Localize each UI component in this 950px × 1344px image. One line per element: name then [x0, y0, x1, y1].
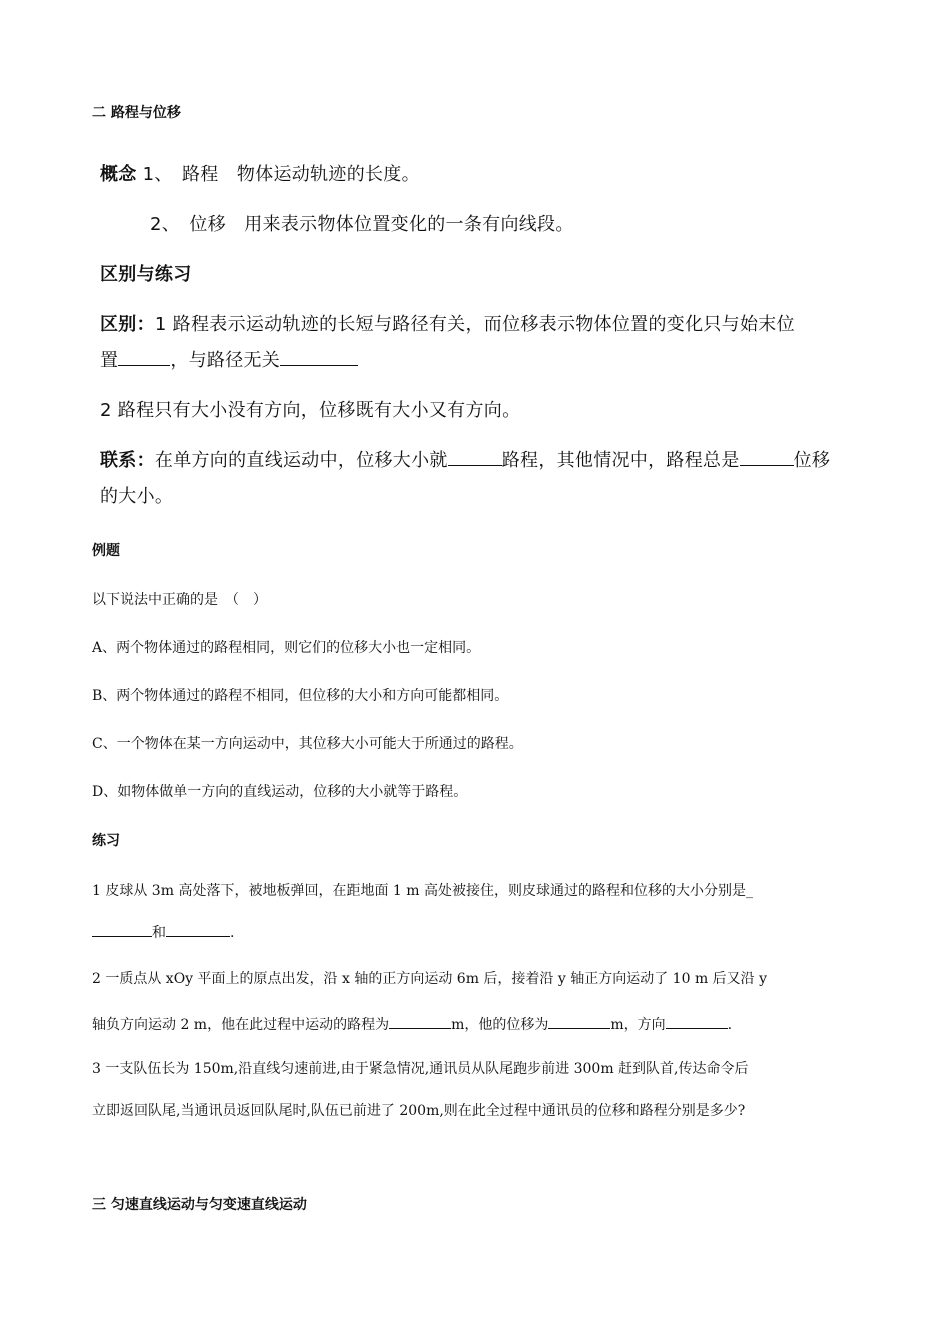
q1-end: . — [230, 925, 235, 941]
section-title: 二 路程与位移 — [92, 105, 181, 121]
blank[interactable] — [118, 349, 170, 366]
link-text-c: 位移 — [793, 450, 831, 471]
diff-text-2b: ，与路径无关 — [170, 350, 281, 371]
q2-end: . — [727, 1017, 733, 1033]
blank[interactable] — [740, 449, 794, 466]
practice-q2-line1: 2 一质点从 xOy 平面上的原点出发，沿 x 轴的正方向运动 6m 后，接着沿 y 轴正方向运动了 10 m 后又沿 y — [92, 971, 768, 987]
link-label: 联系： — [100, 450, 155, 471]
concept-1: 1、 路程 物体运动轨迹的长度。 — [142, 164, 420, 185]
blank[interactable] — [389, 1012, 451, 1029]
concept-2: 2、 位移 用来表示物体位置变化的一条有向线段。 — [150, 214, 574, 235]
q2-text-a: 轴负方向运动 2 m，他在此过程中运动的路程为 — [92, 1017, 390, 1033]
practice-q2-line2 — [92, 1012, 732, 1034]
blank[interactable] — [166, 920, 230, 937]
concept-label: 概念 — [100, 164, 137, 185]
diff-line-1 — [100, 310, 795, 336]
diff-line-2 — [100, 346, 358, 372]
option-c: C、一个物体在某一方向运动中，其位移大小可能大于所通过的路程。 — [92, 736, 523, 752]
diff-title: 区别与练习 — [100, 264, 192, 285]
diff-text-1: 1 路程表示运动轨迹的长短与路径有关，而位移表示物体位置的变化只与始末位 — [154, 314, 795, 335]
option-a: A、两个物体通过的路程相同，则它们的位移大小也一定相同。 — [92, 640, 481, 656]
practice-q3-line2: 立即返回队尾,当通讯员返回队尾时,队伍已前进了 200m,则在此全过程中通讯员的位移和路程分别是多少? — [92, 1103, 746, 1119]
practice-title: 练习 — [92, 833, 120, 849]
link-text-2: 的大小。 — [100, 486, 174, 507]
blank[interactable] — [92, 920, 152, 937]
example-question: 以下说法中正确的是 （ ） — [92, 592, 267, 608]
option-d: D、如物体做单一方向的直线运动，位移的大小就等于路程。 — [92, 784, 468, 800]
concept-line-1 — [100, 160, 420, 186]
diff-text-2a: 置 — [100, 350, 119, 371]
option-b: B、两个物体通过的路程不相同，但位移的大小和方向可能都相同。 — [92, 688, 509, 704]
q2-text-c: m，方向 — [610, 1017, 666, 1033]
blank[interactable] — [280, 349, 358, 366]
practice-q3-line1: 3 一支队伍长为 150m,沿直线匀速前进,由于紧急情况,通讯员从队尾跑步前进 300m 赶到队首,传达命令后 — [92, 1061, 749, 1077]
q2-text-b: m，他的位移为 — [451, 1017, 549, 1033]
link-text-b: 路程，其他情况中，路程总是 — [501, 450, 740, 471]
diff-label: 区别： — [100, 314, 155, 335]
diff-text-3: 2 路程只有大小没有方向，位移既有大小又有方向。 — [100, 400, 521, 421]
practice-q1-line2 — [92, 920, 234, 942]
blank[interactable] — [666, 1012, 728, 1029]
blank[interactable] — [448, 449, 502, 466]
q1-and: 和 — [152, 925, 166, 941]
link-text-a: 在单方向的直线运动中，位移大小就 — [154, 450, 448, 471]
blank[interactable] — [548, 1012, 610, 1029]
practice-q1-line1: 1 皮球从 3m 高处落下，被地板弹回，在距地面 1 m 高处被接住，则皮球通过的路程和位移的大小分别是_ — [92, 883, 753, 899]
section3-title: 三 匀速直线运动与匀变速直线运动 — [92, 1197, 307, 1213]
example-title: 例题 — [92, 543, 120, 559]
link-line-1 — [100, 446, 830, 472]
